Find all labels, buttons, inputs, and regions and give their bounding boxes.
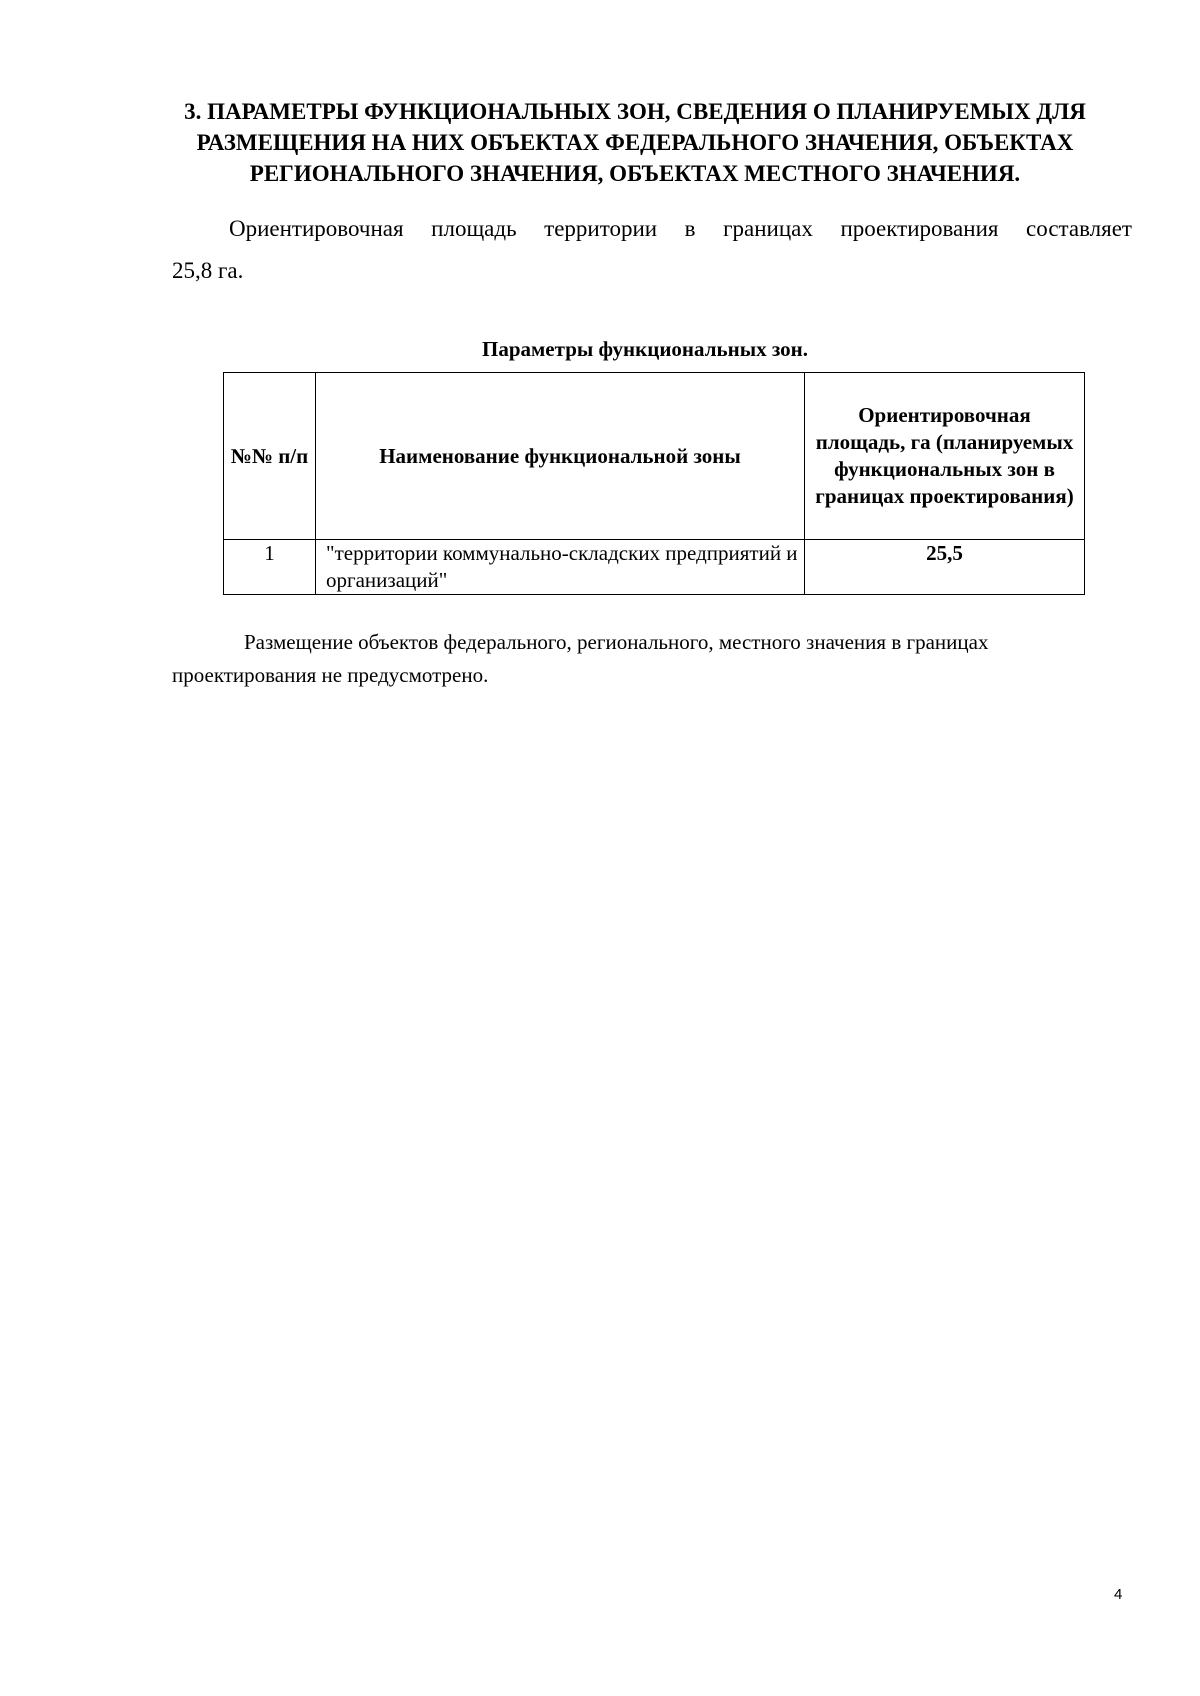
section-heading-line-2: РАЗМЕЩЕНИЯ НА НИХ ОБЪЕКТАХ ФЕДЕРАЛЬНОГО ЗНАЧЕНИЯ, ОБЪЕКТАХ bbox=[196, 130, 1074, 155]
column-header-area: Ориентировочная площадь, га (планируемых функциональных зон в границах проектирования) bbox=[805, 373, 1085, 540]
table-row bbox=[224, 540, 1085, 595]
paragraph-word: составляет bbox=[1026, 216, 1132, 241]
row-number-cell: 1 bbox=[224, 540, 316, 595]
paragraph-word: Ориентировочная bbox=[229, 216, 404, 241]
territory-area-paragraph-line-2: 25,8 га. bbox=[172, 258, 244, 283]
column-header-zone-name: Наименование функциональной зоны bbox=[316, 373, 805, 540]
paragraph-word: в bbox=[684, 216, 696, 241]
paragraph-word: проектирования bbox=[840, 216, 999, 241]
paragraph-word: территории bbox=[544, 216, 658, 241]
section-heading bbox=[150, 96, 1120, 189]
functional-zones-table bbox=[223, 372, 1085, 595]
section-heading-line-3: РЕГИОНАЛЬНОГО ЗНАЧЕНИЯ, ОБЪЕКТАХ МЕСТНОГО ЗНАЧЕНИЯ. bbox=[249, 161, 1021, 186]
page-number: 4 bbox=[1114, 1586, 1123, 1603]
objects-placement-paragraph: Размещение объектов федерального, регионального, местного значения в границах проектирования не предусмотрено. bbox=[172, 630, 989, 687]
zone-area-cell: 25,5 bbox=[805, 540, 1085, 595]
paragraph-word: границах bbox=[723, 216, 813, 241]
paragraph-word: площадь bbox=[431, 216, 517, 241]
territory-area-paragraph-line-1 bbox=[172, 214, 1132, 244]
table-header-row bbox=[224, 373, 1085, 540]
section-heading-line-1: 3. ПАРАМЕТРЫ ФУНКЦИОНАЛЬНЫХ ЗОН, СВЕДЕНИЯ О ПЛАНИРУЕМЫХ ДЛЯ bbox=[184, 99, 1086, 124]
territory-area-paragraph bbox=[172, 214, 1132, 286]
table-caption: Параметры функциональных зон. bbox=[481, 337, 809, 361]
column-header-number: №№ п/п bbox=[224, 373, 316, 540]
zone-name-cell: "территории коммунально-складских предприятий и организаций" bbox=[316, 540, 805, 595]
